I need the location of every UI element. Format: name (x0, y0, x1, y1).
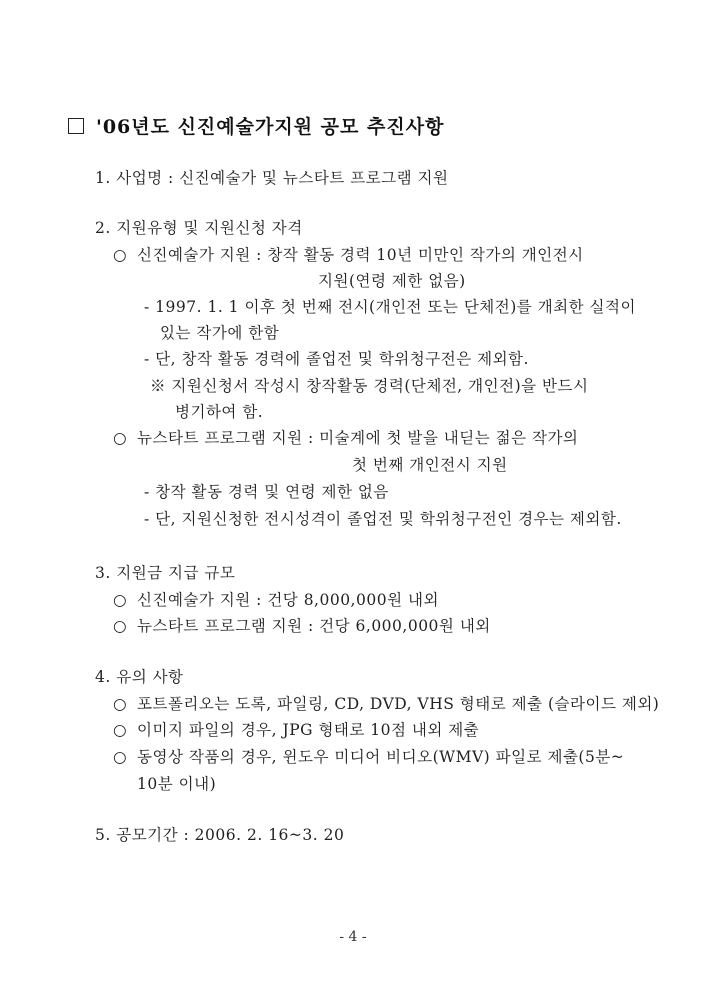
line-text: 이미지 파일의 경우, JPG 형태로 10점 내외 제출 (137, 721, 480, 739)
page-number: - 4 - (339, 929, 367, 945)
bullet-funding-new-start (113, 616, 491, 636)
bullet-video-files (113, 747, 624, 767)
line-text: 3. 지원금 지급 규모 (95, 564, 236, 582)
note-application (150, 376, 588, 396)
line-text: 지원(연령 제한 없음) (318, 272, 466, 290)
sub-item-exhibition-record (144, 297, 636, 317)
line-text: 동영상 작품의 경우, 윈도우 미디어 비디오(WMV) 파일로 제출(5분~ (137, 748, 625, 766)
bullet-circle-icon: ○ (113, 721, 128, 739)
bullet-circle-icon: ○ (113, 246, 128, 264)
bullet-circle-icon: ○ (113, 695, 128, 713)
item-2-heading (95, 218, 303, 238)
bullet-circle-icon: ○ (113, 591, 128, 609)
line-text: 병기하여 함. (175, 403, 264, 421)
bullet-video-files-cont (137, 774, 216, 794)
line-text: 뉴스타트 프로그램 지원 : 건당 6,000,000원 내외 (137, 617, 491, 635)
line-text: 신진예술가 지원 : 창작 활동 경력 10년 미만인 작가의 개인전시 (137, 246, 584, 264)
bullet-circle-icon: ○ (113, 617, 128, 635)
section-title (68, 112, 444, 139)
line-text: 4. 유의 사항 (95, 668, 184, 686)
bullet-circle-icon: ○ (113, 429, 128, 447)
line-text: - 단, 창작 활동 경력에 졸업전 및 학위청구전은 제외함. (144, 350, 529, 368)
checkbox-square-icon (68, 118, 84, 134)
line-text: 포트폴리오는 도록, 파일링, CD, DVD, VHS 형태로 제출 (슬라이드 제외) (137, 695, 660, 713)
item-3-heading (95, 563, 235, 583)
sub-item-exclusion (144, 349, 529, 369)
bullet-new-start (113, 428, 578, 448)
line-text: 뉴스타트 프로그램 지원 : 미술계에 첫 발을 내딛는 젊은 작가의 (137, 429, 579, 447)
line-text: 첫 번째 개인전시 지원 (352, 456, 508, 474)
line-text: - 창작 활동 경력 및 연령 제한 없음 (144, 483, 389, 501)
bullet-image-files (113, 720, 479, 740)
item-1-program-name (95, 168, 449, 188)
note-application-cont (175, 402, 263, 422)
sub-item-no-limit (144, 482, 389, 502)
line-text: 5. 공모기간 : 2006. 2. 16~3. 20 (95, 826, 345, 844)
line-text: 1. 사업명 : 신진예술가 및 뉴스타트 프로그램 지원 (95, 169, 449, 187)
bullet-new-start-cont (352, 455, 508, 475)
sub-item-exclusion-2 (144, 509, 622, 529)
bullet-funding-emerging (113, 590, 439, 610)
section-title-text: '06년도 신진예술가지원 공모 추진사항 (96, 116, 445, 138)
item-5-period (95, 825, 344, 845)
bullet-portfolio (113, 694, 659, 714)
bullet-emerging-artist (113, 245, 584, 265)
bullet-circle-icon: ○ (113, 748, 128, 766)
line-text: ※ 지원신청서 작성시 창작활동 경력(단체전, 개인전)을 반드시 (150, 377, 589, 395)
line-text: - 단, 지원신청한 전시성격이 졸업전 및 학위청구전인 경우는 제외함. (144, 510, 622, 528)
bullet-emerging-artist-cont (318, 271, 466, 291)
line-text: 있는 작가에 한함 (160, 324, 280, 342)
line-text: 2. 지원유형 및 지원신청 자격 (95, 219, 303, 237)
line-text: - 1997. 1. 1 이후 첫 번째 전시(개인전 또는 단체전)를 개최한 실적이 (144, 298, 636, 316)
line-text: 신진예술가 지원 : 건당 8,000,000원 내외 (137, 591, 439, 609)
line-text: 10분 이내) (137, 775, 217, 793)
sub-item-exhibition-record-cont (160, 323, 279, 343)
item-4-heading (95, 667, 184, 687)
